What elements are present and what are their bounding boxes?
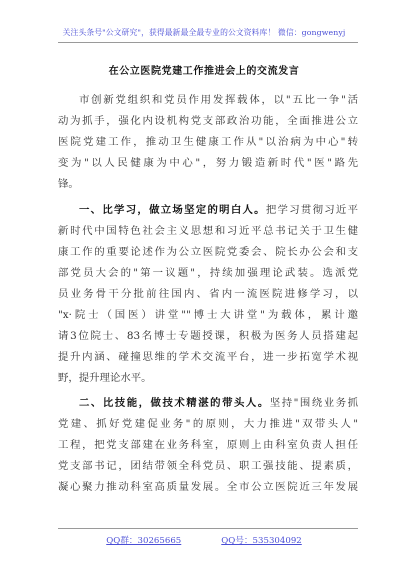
paragraph-line: 医院党建工作，推动卫生健康工作从"以治病为中心"转 <box>58 136 358 148</box>
paragraph-line: 提升内涵、碰撞思维的学术交流平台，进一步拓宽学术视 <box>58 351 358 363</box>
section-heading: 二、比技能，做技术精湛的带头人。 <box>79 397 270 409</box>
paragraph-line: 请3位院士、83名博士专题授课，积极为医务人员搭建起 <box>58 330 358 342</box>
paragraph-line: 变为"以人民健康为中心"，努力锻造新时代"医"路先 <box>58 157 358 169</box>
paragraph-text: 坚持"围绕业务抓 <box>269 397 358 409</box>
paragraph-line: 凝心聚力推动科室高质量发展。全市公立医院近三年发展 <box>58 481 358 493</box>
header-divider <box>58 42 358 43</box>
paragraph-line: 康工作的重要论述作为公立医院党委会、院长办公会和支 <box>58 246 358 258</box>
paragraph-line: 党支部书记，团结带领全科党员、职工强技能、提素质， <box>58 460 358 472</box>
paragraph-line: "x·院士（国医）讲堂""博士大讲堂"为载体，累计邀 <box>58 309 358 321</box>
footer-divider <box>58 528 358 529</box>
paragraph-line: 野，提升理论水平。 <box>58 372 152 384</box>
paragraph-line: 锋。 <box>58 178 79 190</box>
section-first-line <box>58 396 358 410</box>
qq-number-link[interactable]: QQ号：535304092 <box>221 536 302 546</box>
paragraph-line: 动为抓手，强化内设机构党支部政治功能，全面推进公立 <box>58 115 358 127</box>
paragraph-text: 把学习贯彻习近平 <box>265 204 358 216</box>
paragraph-line: 部党员大会的"第一议题"，持续加强理论武装。选派党 <box>58 267 358 279</box>
footer <box>0 534 408 546</box>
paragraph-line: 员业务骨干分批前往国内、省内一流医院进修学习，以 <box>58 288 358 300</box>
paragraph-line: 工程，把党支部建在业务科室，原则上由科室负责人担任 <box>58 439 358 451</box>
paragraph-line: 新时代中国特色社会主义思想和习近平总书记关于卫生健 <box>58 225 358 237</box>
header-note: 关注头条号"公文研究"，获得最新最全最专业的公文资料库！ 微信：gongwenyj <box>62 28 346 37</box>
section-first-line <box>58 203 358 217</box>
paragraph-line: 党建、抓好党建促业务"的原则，大力推进"双带头人" <box>58 418 358 430</box>
page-title: 在公立医院党建工作推进会上的交流发言 <box>108 66 300 77</box>
qq-group-link[interactable]: QQ群：30265665 <box>106 536 182 546</box>
paragraph-line: 市创新党组织和党员作用发挥载体，以"五比一争"活 <box>79 94 358 106</box>
section-heading: 一、比学习，做立场坚定的明白人。 <box>79 204 266 216</box>
